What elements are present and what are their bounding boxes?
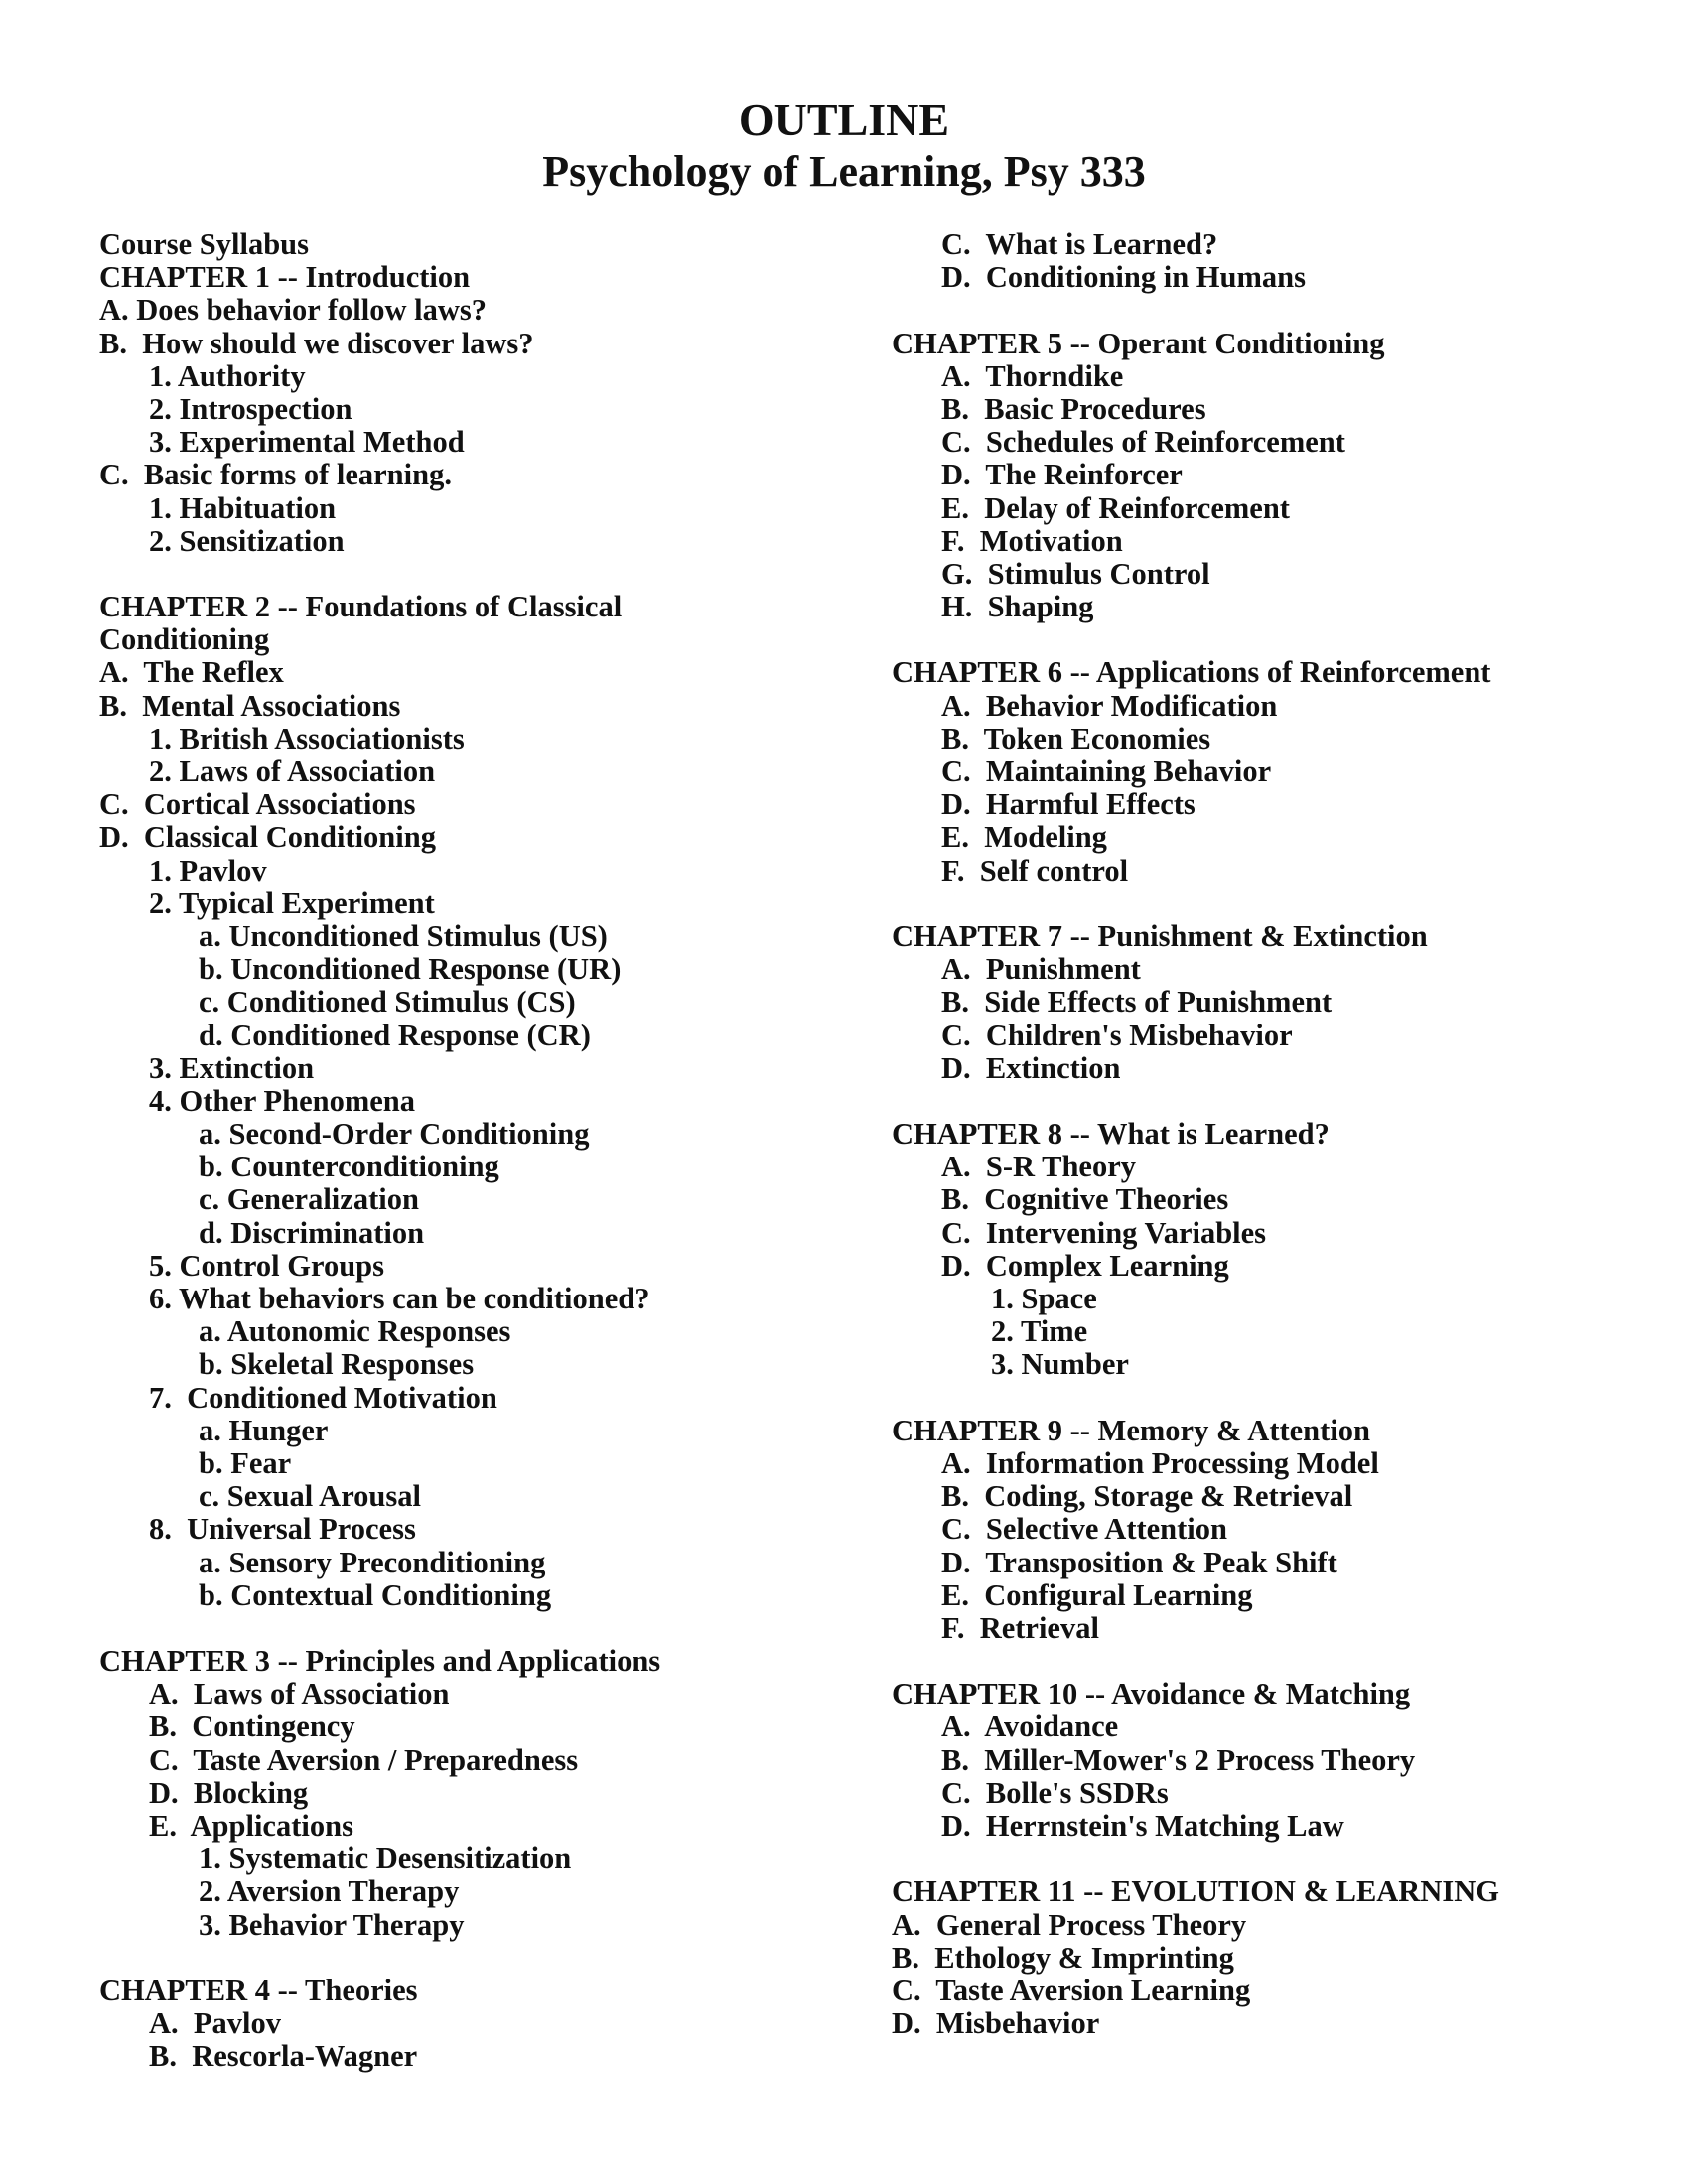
outline-item: A. S-R Theory bbox=[941, 1150, 1137, 1184]
outline-item: 2. Time bbox=[991, 1314, 1088, 1349]
outline-item: b. Skeletal Responses bbox=[199, 1347, 475, 1382]
outline-item: D. Complex Learning bbox=[941, 1248, 1229, 1283]
outline-item: A. Laws of Association bbox=[149, 1677, 450, 1711]
outline-item: E. Configural Learning bbox=[941, 1577, 1253, 1612]
outline-item: A. Thorndike bbox=[941, 358, 1124, 393]
outline-item: 3. Experimental Method bbox=[149, 425, 465, 460]
outline-item: D. Extinction bbox=[941, 1050, 1121, 1085]
section-spacer bbox=[892, 887, 1607, 920]
section-spacer bbox=[99, 1942, 814, 1975]
outline-item: 8. Universal Process bbox=[149, 1512, 416, 1547]
outline-item: B. Miller-Mower's 2 Process Theory bbox=[941, 1742, 1416, 1777]
outline-item: B. Ethology & Imprinting bbox=[892, 1940, 1234, 1975]
outline-item: 2. Laws of Association bbox=[149, 754, 436, 788]
outline-item: 1. Authority bbox=[149, 358, 306, 393]
outline-item: b. Unconditioned Response (UR) bbox=[199, 952, 622, 987]
outline-item: 3. Number bbox=[991, 1347, 1129, 1382]
outline-item: F. Motivation bbox=[941, 523, 1123, 558]
outline-item: B. Cognitive Theories bbox=[941, 1182, 1229, 1217]
outline-item: b. Counterconditioning bbox=[199, 1150, 499, 1184]
outline-item: 1. British Associationists bbox=[149, 721, 465, 755]
outline-item: B. Contingency bbox=[149, 1709, 355, 1744]
outline-item: c. Sexual Arousal bbox=[199, 1479, 421, 1514]
document-title-block bbox=[0, 94, 1688, 198]
section-spacer bbox=[892, 1382, 1607, 1415]
outline-item: A. Pavlov bbox=[149, 2006, 282, 2041]
outline-item: C. Schedules of Reinforcement bbox=[941, 425, 1345, 460]
chapter-heading: CHAPTER 5 -- Operant Conditioning bbox=[892, 326, 1385, 360]
outline-item: D. Herrnstein's Matching Law bbox=[941, 1809, 1344, 1843]
outline-item: F. Self control bbox=[941, 853, 1129, 887]
outline-item: b. Fear bbox=[199, 1445, 292, 1480]
outline-item: 7. Conditioned Motivation bbox=[149, 1380, 497, 1415]
outline-item: 3. Extinction bbox=[149, 1050, 315, 1085]
outline-item: B. Mental Associations bbox=[99, 688, 401, 723]
outline-item: E. Applications bbox=[149, 1809, 353, 1843]
chapter-heading: CHAPTER 2 -- Foundations of Classical bbox=[99, 590, 623, 624]
outline-item: A. Punishment bbox=[941, 952, 1141, 987]
outline-item: 2. Aversion Therapy bbox=[199, 1874, 460, 1909]
outline-item: 5. Control Groups bbox=[149, 1248, 384, 1283]
outline-item: C. Maintaining Behavior bbox=[941, 754, 1272, 788]
outline-item: C. Taste Aversion / Preparedness bbox=[149, 1742, 579, 1777]
outline-item: b. Contextual Conditioning bbox=[199, 1577, 552, 1612]
section-spacer bbox=[892, 294, 1607, 327]
outline-item: A. General Process Theory bbox=[892, 1907, 1247, 1942]
chapter-heading: CHAPTER 4 -- Theories bbox=[99, 1973, 418, 2007]
outline-left-column bbox=[99, 228, 814, 2074]
chapter-heading: CHAPTER 1 -- Introduction bbox=[99, 260, 471, 295]
outline-item: E. Delay of Reinforcement bbox=[941, 490, 1290, 525]
outline-item: c. Conditioned Stimulus (CS) bbox=[199, 985, 576, 1020]
chapter-heading: CHAPTER 7 -- Punishment & Extinction bbox=[892, 918, 1428, 953]
section-spacer bbox=[892, 1843, 1607, 1875]
outline-item: B. Basic Procedures bbox=[941, 391, 1206, 426]
outline-item: A. Avoidance bbox=[941, 1709, 1119, 1744]
outline-item: C. What is Learned? bbox=[941, 227, 1218, 261]
outline-right-column bbox=[892, 228, 1607, 2040]
chapter-heading: Course Syllabus bbox=[99, 227, 310, 261]
chapter-heading: CHAPTER 3 -- Principles and Applications bbox=[99, 1644, 661, 1679]
outline-item: B. Coding, Storage & Retrieval bbox=[941, 1479, 1353, 1514]
outline-item: 6. What behaviors can be conditioned? bbox=[149, 1282, 650, 1315]
outline-item: a. Second-Order Conditioning bbox=[199, 1117, 590, 1152]
outline-item: A. The Reflex bbox=[99, 655, 284, 690]
outline-item: C. Cortical Associations bbox=[99, 787, 416, 822]
outline-item: a. Autonomic Responses bbox=[199, 1314, 511, 1349]
section-spacer bbox=[892, 623, 1607, 656]
outline-item: C. Selective Attention bbox=[941, 1512, 1227, 1547]
chapter-heading: CHAPTER 8 -- What is Learned? bbox=[892, 1117, 1330, 1152]
outline-item: D. Blocking bbox=[149, 1775, 309, 1810]
outline-item: C. Taste Aversion Learning bbox=[892, 1973, 1251, 2007]
outline-item: A. Information Processing Model bbox=[941, 1445, 1379, 1480]
outline-item: B. How should we discover laws? bbox=[99, 326, 534, 360]
outline-item: c. Generalization bbox=[199, 1182, 419, 1217]
outline-item: H. Shaping bbox=[941, 590, 1094, 624]
outline-item: d. Conditioned Response (CR) bbox=[199, 1018, 591, 1052]
section-spacer bbox=[892, 1645, 1607, 1678]
outline-item: 4. Other Phenomena bbox=[149, 1083, 415, 1118]
outline-item: 2. Introspection bbox=[149, 391, 352, 426]
outline-item: 2. Sensitization bbox=[149, 523, 345, 558]
outline-item: C. Bolle's SSDRs bbox=[941, 1775, 1169, 1810]
outline-item: d. Discrimination bbox=[199, 1215, 425, 1250]
outline-item: 1. Space bbox=[991, 1282, 1097, 1315]
outline-item: a. Hunger bbox=[199, 1413, 329, 1447]
outline-item: 1. Pavlov bbox=[149, 853, 267, 887]
outline-item: C. Children's Misbehavior bbox=[941, 1018, 1293, 1052]
chapter-heading: Conditioning bbox=[99, 622, 270, 657]
section-spacer bbox=[892, 1085, 1607, 1118]
outline-item: D. Harmful Effects bbox=[941, 787, 1196, 822]
outline-item: 1. Habituation bbox=[149, 490, 337, 525]
outline-item: E. Modeling bbox=[941, 820, 1107, 855]
outline-item: B. Side Effects of Punishment bbox=[941, 985, 1333, 1020]
outline-item: D. Misbehavior bbox=[892, 2006, 1100, 2041]
chapter-heading: CHAPTER 10 -- Avoidance & Matching bbox=[892, 1677, 1411, 1711]
section-spacer bbox=[99, 558, 814, 591]
section-spacer bbox=[99, 1612, 814, 1645]
outline-item: C. Basic forms of learning. bbox=[99, 458, 452, 492]
document-subtitle: Psychology of Learning, Psy 333 bbox=[542, 147, 1146, 196]
outline-item: 1. Systematic Desensitization bbox=[199, 1842, 572, 1876]
document-title: OUTLINE bbox=[738, 94, 950, 145]
chapter-heading: CHAPTER 9 -- Memory & Attention bbox=[892, 1413, 1370, 1447]
outline-item: B. Token Economies bbox=[941, 721, 1211, 755]
outline-item: D. Classical Conditioning bbox=[99, 820, 436, 855]
outline-item: D. The Reinforcer bbox=[941, 458, 1183, 492]
outline-item: D. Conditioning in Humans bbox=[941, 260, 1306, 295]
outline-item: C. Intervening Variables bbox=[941, 1215, 1267, 1250]
outline-item: 2. Typical Experiment bbox=[149, 886, 435, 920]
chapter-heading: CHAPTER 6 -- Applications of Reinforcement bbox=[892, 655, 1491, 690]
chapter-heading: CHAPTER 11 -- EVOLUTION & LEARNING bbox=[892, 1874, 1499, 1909]
outline-item: F. Retrieval bbox=[941, 1610, 1099, 1645]
outline-item: A. Does behavior follow laws? bbox=[99, 293, 488, 328]
outline-item: D. Transposition & Peak Shift bbox=[941, 1545, 1337, 1579]
outline-item: G. Stimulus Control bbox=[941, 556, 1210, 591]
outline-item: B. Rescorla-Wagner bbox=[149, 2039, 418, 2074]
outline-item: a. Sensory Preconditioning bbox=[199, 1545, 546, 1579]
outline-item: a. Unconditioned Stimulus (US) bbox=[199, 918, 608, 953]
outline-item: 3. Behavior Therapy bbox=[199, 1907, 465, 1942]
outline-item: A. Behavior Modification bbox=[941, 688, 1278, 723]
